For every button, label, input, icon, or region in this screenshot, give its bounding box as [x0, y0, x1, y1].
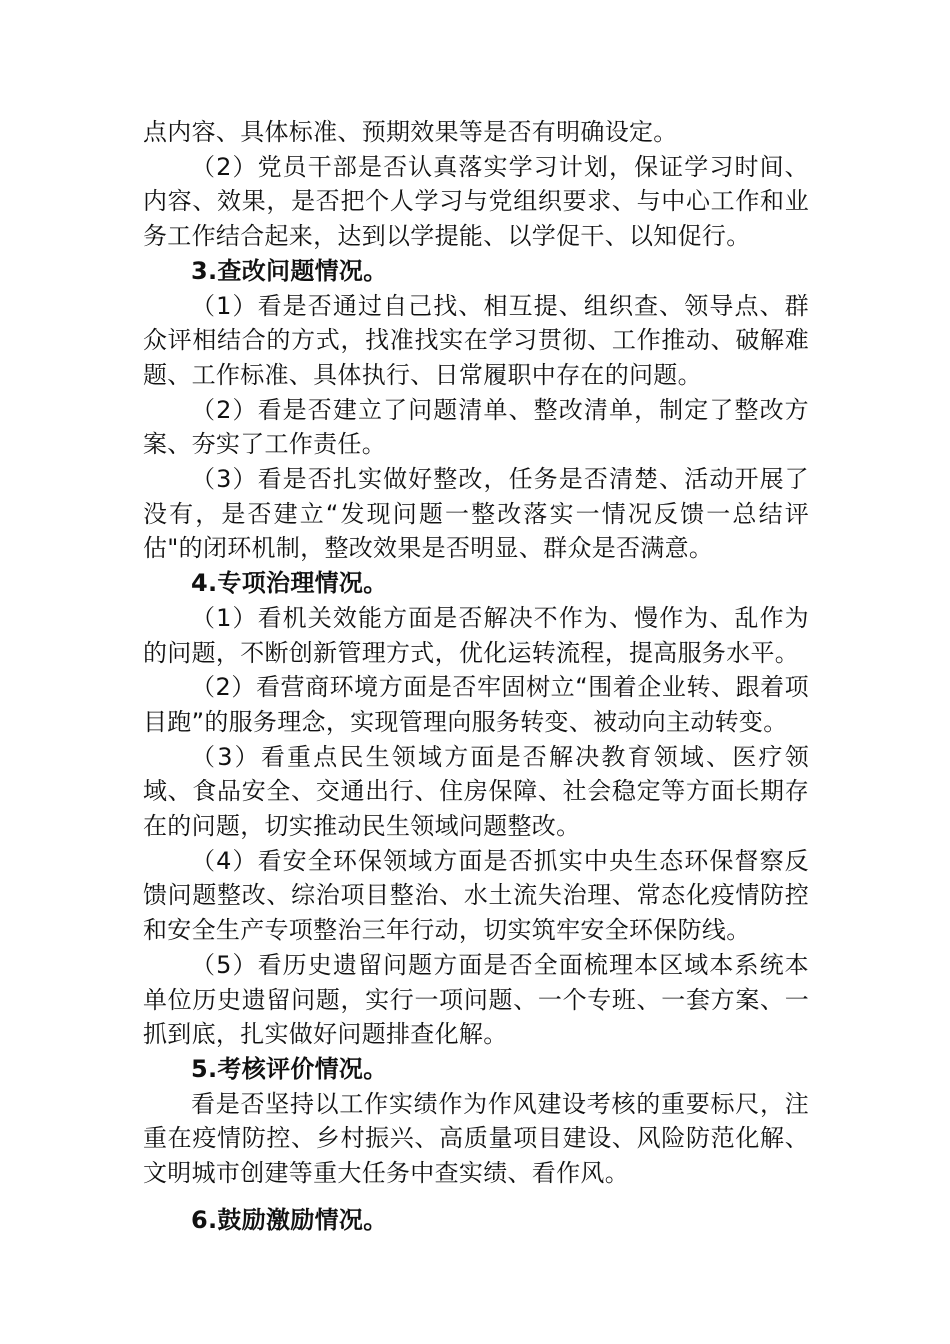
section-heading-5: 5.考核评价情况。: [191, 1054, 388, 1083]
paragraph-item-2: （2）党员干部是否认真落实学习计划，保证学习时间、内容、效果，是否把个人学习与党组织要求、与中心工作和业务工作结合起来，达到以学提能、以学促干、以知促行。: [143, 152, 809, 251]
document-page: [143, 115, 809, 1238]
paragraph-item-3-3: （3）看是否扎实做好整改，任务是否清楚、活动开展了没有，是否建立“发现问题一整改落实一情况反馈一总结评估"的闭环机制，整改效果是否明显、群众是否满意。: [143, 465, 809, 563]
paragraph-item-4-3: （3）看重点民生领域方面是否解决教育领域、医疗领域、食品安全、交通出行、住房保障、社会稳定等方面长期存在的问题，切实推动民生领域问题整改。: [143, 742, 809, 841]
section-heading-6: 6.鼓励激励情况。: [191, 1205, 388, 1234]
paragraph-item-5: 看是否坚持以工作实绩作为作风建设考核的重要标尺，注重在疫情防控、乡村振兴、高质量项目建设、风险防范化解、文明城市创建等重大任务中查实绩、看作风。: [143, 1089, 809, 1188]
paragraph-item-3-2: （2）看是否建立了问题清单、整改清单，制定了整改方案、夯实了工作责任。: [143, 395, 809, 459]
section-heading-4: 4.专项治理情况。: [191, 569, 388, 598]
paragraph-continuation: 点内容、具体标准、预期效果等是否有明确设定。: [143, 118, 678, 146]
paragraph-item-4-1: （1）看机关效能方面是否解决不作为、慢作为、乱作为的问题，不断创新管理方式，优化运转流程，提高服务水平。: [143, 603, 809, 667]
paragraph-item-3-1: （1）看是否通过自己找、相互提、组织查、领导点、群众评相结合的方式，找准找实在学习贯彻、工作推动、破解难题、工作标准、具体执行、日常履职中存在的问题。: [143, 291, 809, 389]
section-heading-3: 3.查改问题情况。: [191, 256, 388, 285]
paragraph-item-4-4: （4）看安全环保领域方面是否抓实中央生态环保督察反馈问题整改、综治项目整治、水土流失治理、常态化疫情防控和安全生产专项整治三年行动，切实筑牢安全环保防线。: [143, 846, 809, 945]
paragraph-item-4-2: （2）看营商环境方面是否牢固树立“围着企业转、跟着项目跑”的服务理念，实现管理向服务转变、被动向主动转变。: [143, 673, 809, 736]
paragraph-item-4-5: （5）看历史遗留问题方面是否全面梳理本区域本系统本单位历史遗留问题，实行一项问题、一个专班、一套方案、一抓到底，扎实做好问题排查化解。: [143, 950, 809, 1049]
